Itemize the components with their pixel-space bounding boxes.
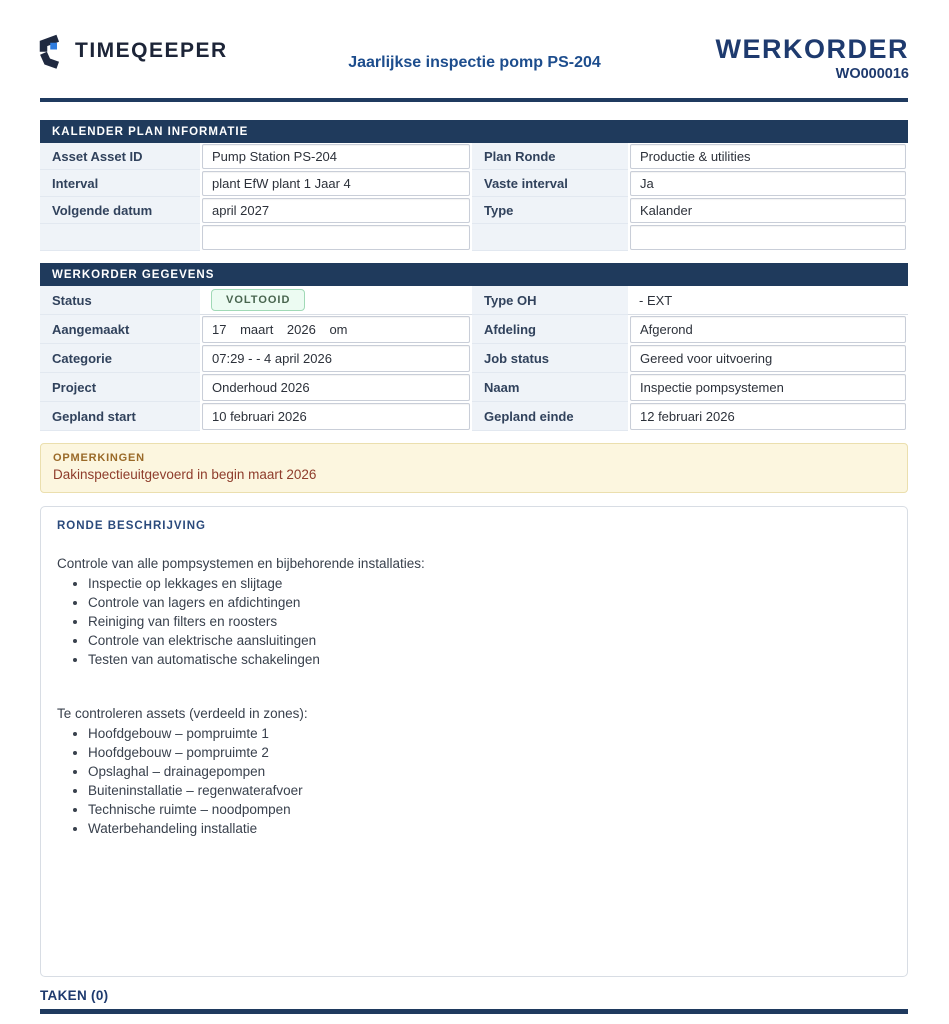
list-item: • Controle van elektrische aansluitingen: [88, 631, 891, 650]
list-item: • Inspectie op lekkages en slijtage: [88, 574, 891, 593]
list-item: • Technische ruimte – noodpompen: [88, 800, 891, 819]
table-row: [40, 143, 908, 170]
assets-intro: Te controleren assets (verdeeld in zones):: [57, 706, 308, 721]
field-label: Plan Ronde: [472, 143, 628, 170]
brand: [30, 33, 228, 69]
remarks-title: OPMERKINGEN: [53, 452, 145, 464]
field-value: Onderhoud 2026: [202, 374, 470, 401]
field-label: Gepland start: [40, 402, 200, 431]
field-label: Categorie: [40, 344, 200, 373]
round-description-title: RONDE BESCHRIJVING: [57, 520, 206, 532]
section-header-kalender: KALENDER PLAN INFORMATIE: [40, 120, 908, 143]
table-row: [40, 402, 908, 431]
list-item: • Testen van automatische schakelingen: [88, 650, 891, 669]
status-badge: VOLTOOID: [211, 289, 305, 311]
field-value: 12 februari 2026: [630, 403, 906, 430]
field-value: april 2027: [202, 198, 470, 223]
list-item: • Hoofdgebouw – pompruimte 1: [88, 724, 891, 743]
field-value: [630, 225, 906, 250]
table-row: [40, 224, 908, 251]
field-label: Afdeling: [472, 315, 628, 344]
werkorder-table: [40, 286, 908, 431]
field-value: Ja: [630, 171, 906, 196]
field-label: Job status: [472, 344, 628, 373]
field-label: Interval: [40, 170, 200, 197]
field-value: Inspectie pompsystemen: [630, 374, 906, 401]
remarks-text: Dakinspectieuitgevoerd in begin maart 2026: [53, 467, 317, 482]
field-label: [472, 224, 628, 251]
list-item: • Buiteninstallatie – regenwaterafvoer: [88, 781, 891, 800]
field-label: Vaste interval: [472, 170, 628, 197]
field-value: 17 maart 2026 om: [202, 316, 470, 343]
list-item: • Hoofdgebouw – pompruimte 2: [88, 743, 891, 762]
workorder-number: WO000016: [835, 66, 909, 82]
document-meta: [716, 34, 910, 82]
field-label: Project: [40, 373, 200, 402]
field-label: Volgende datum: [40, 197, 200, 224]
field-label: Naam: [472, 373, 628, 402]
list-item: • Opslaghal – drainagepompen: [88, 762, 891, 781]
field-value: Productie & utilities: [630, 144, 906, 169]
field-value: Afgerond: [630, 316, 906, 343]
table-row: [40, 344, 908, 373]
field-value: 07:29 - - 4 april 2026: [202, 345, 470, 372]
field-value: plant EfW plant 1 Jaar 4: [202, 171, 470, 196]
document-type: WERKORDER: [715, 34, 909, 64]
remarks-box: [40, 443, 908, 493]
field-label: Type OH: [472, 286, 628, 315]
field-label: Asset Asset ID: [40, 143, 200, 170]
field-value: Pump Station PS-204: [202, 144, 470, 169]
list-item: • Waterbehandeling installatie: [88, 819, 891, 838]
timeqeeper-logo-icon: [30, 33, 66, 69]
section-header-werkorder: WERKORDER GEGEVENS: [40, 263, 908, 286]
table-row: [40, 170, 908, 197]
description-intro: Controle van alle pompsystemen en bijbehorende installaties:: [57, 556, 425, 571]
tasks-heading: TAKEN (0): [40, 988, 109, 1003]
asset-zone-list: [57, 724, 891, 838]
field-label: [40, 224, 200, 251]
field-value: [202, 225, 470, 250]
list-item: • Reiniging van filters en roosters: [88, 612, 891, 631]
brand-name: TIMEQEEPER: [75, 39, 228, 62]
field-value: - EXT: [628, 286, 908, 315]
document-header: [0, 0, 949, 98]
table-row-status: [40, 286, 908, 315]
field-label: Gepland einde: [472, 402, 628, 431]
header-divider: [40, 98, 908, 102]
table-row: [40, 197, 908, 224]
field-label: Status: [40, 286, 200, 315]
table-row: [40, 315, 908, 344]
footer-divider: [40, 1009, 908, 1014]
field-label: Type: [472, 197, 628, 224]
list-item: • Controle van lagers en afdichtingen: [88, 593, 891, 612]
field-label: Aangemaakt: [40, 315, 200, 344]
field-value: Gereed voor uitvoering: [630, 345, 906, 372]
kalender-table: [40, 143, 908, 251]
document-title: Jaarlijkse inspectie pomp PS-204: [348, 54, 601, 71]
round-description-box: [40, 506, 908, 977]
inspection-task-list: [57, 574, 891, 669]
field-value: 10 februari 2026: [202, 403, 470, 430]
field-value: Kalander: [630, 198, 906, 223]
table-row: [40, 373, 908, 402]
